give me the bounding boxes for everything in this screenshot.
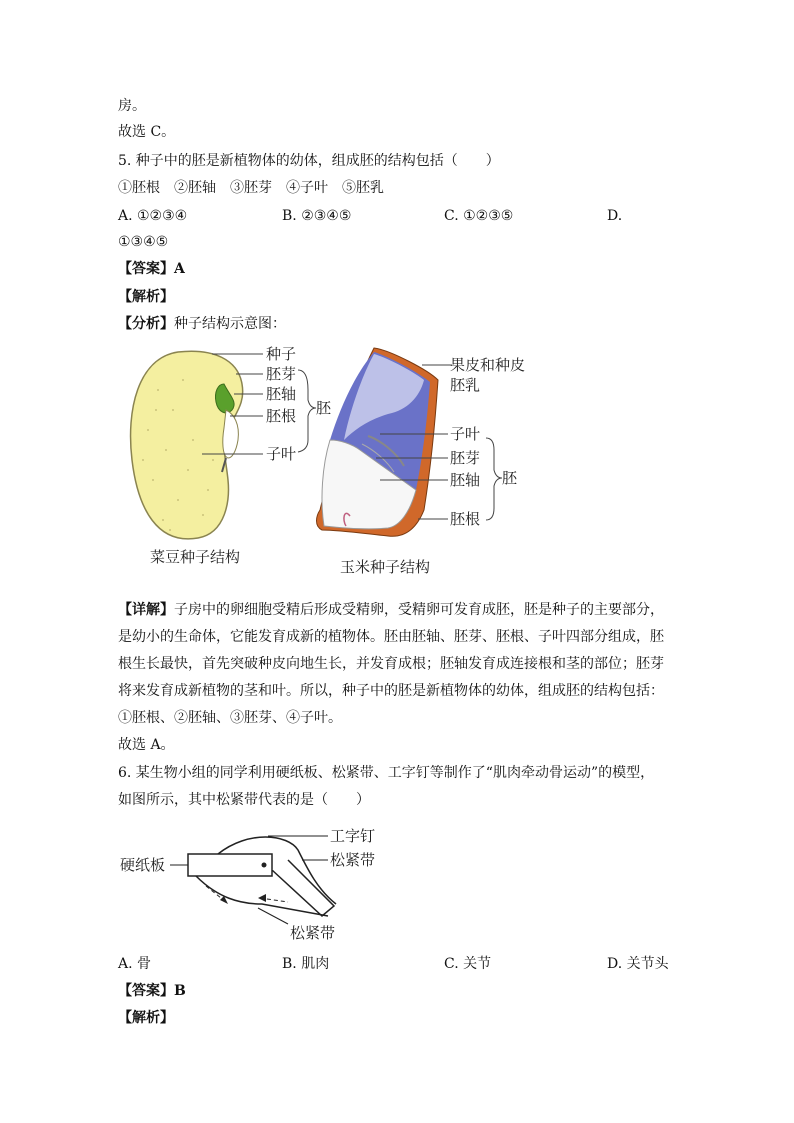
detail-line-1 xyxy=(118,600,664,620)
q5-option-d: D. xyxy=(607,208,623,224)
seed-structure-figure xyxy=(118,340,538,580)
detail-line-3: 根生长最快，首先突破种皮向地生长，并发育成根；胚轴发育成连接根和茎的部位；胚芽 xyxy=(118,656,664,672)
detail-line-2: 是幼小的生命体，它能发育成新的植物体。胚由胚轴、胚芽、胚根、子叶四部分组成，胚 xyxy=(118,629,664,645)
label-corn-hypocotyl: 胚轴 xyxy=(450,471,481,489)
label-embryo: 胚 xyxy=(316,399,332,417)
q6-answer: 【答案】B xyxy=(118,983,186,999)
label-corn-embryo: 胚 xyxy=(502,469,518,487)
detail-line-5: ①胚根、②胚轴、③胚芽、④子叶。 xyxy=(118,710,342,726)
corn-caption: 玉米种子结构 xyxy=(340,558,431,576)
detail-tag: 【详解】 xyxy=(118,602,174,618)
fenxi-tag: 【分析】 xyxy=(118,316,174,332)
label-pin: 工字钉 xyxy=(330,827,376,845)
label-band-bottom: 松紧带 xyxy=(290,924,336,942)
label-board: 硬纸板 xyxy=(120,856,166,874)
label-corn-plumule: 胚芽 xyxy=(450,449,481,467)
label-seed: 种子 xyxy=(266,345,297,363)
detail-line-4: 将来发育成新植物的茎和叶。所以，种子中的胚是新植物体的幼体，组成胚的结构包括： xyxy=(118,683,664,699)
corn-seed-diagram xyxy=(317,348,526,576)
label-radicle: 胚根 xyxy=(266,407,297,425)
q5-option-d-text: ①③④⑤ xyxy=(118,234,169,250)
q5-option-a: A. ①②③④ xyxy=(118,208,188,224)
q5-analysis-heading: 【解析】 xyxy=(118,289,174,305)
muscle-model-figure xyxy=(118,820,398,950)
bean-seed-diagram xyxy=(131,345,332,566)
q5-option-c: C. ①②③⑤ xyxy=(444,208,514,224)
q5-answer: 【答案】A xyxy=(118,261,185,277)
q6-analysis-heading: 【解析】 xyxy=(118,1010,174,1026)
label-corn-cotyledon: 子叶 xyxy=(450,425,481,443)
label-corn-radicle: 胚根 xyxy=(450,510,481,528)
q5-option-b: B. ②③④⑤ xyxy=(282,208,352,224)
fenxi-text: 种子结构示意图： xyxy=(174,316,286,332)
q6-option-c: C. 关节 xyxy=(444,956,492,972)
question-5-stem: 5. 种子中的胚是新植物体的幼体，组成胚的结构包括（ ） xyxy=(118,153,500,169)
bean-caption: 菜豆种子结构 xyxy=(150,548,241,566)
label-hypocotyl: 胚轴 xyxy=(266,385,297,403)
text-line: 房。 xyxy=(118,98,146,114)
q5-choose: 故选 A。 xyxy=(118,737,175,753)
question-6-stem-1: 6. 某生物小组的同学利用硬纸板、松紧带、工字钉等制作了“肌肉牵动骨运动”的模型， xyxy=(118,765,655,781)
label-endosperm: 胚乳 xyxy=(450,376,481,394)
question-6-stem-2: 如图所示，其中松紧带代表的是（ ） xyxy=(118,792,370,808)
detail-text-1: 子房中的卵细胞受精后形成受精卵，受精卵可发育成胚，胚是种子的主要部分， xyxy=(174,602,664,618)
label-pericarp: 果皮和种皮 xyxy=(450,356,526,374)
label-cotyledon: 子叶 xyxy=(266,445,297,463)
q6-option-a: A. 骨 xyxy=(118,956,152,972)
q5-fenxi xyxy=(118,314,286,334)
text-line: 故选 C。 xyxy=(118,124,176,140)
label-band-top: 松紧带 xyxy=(330,851,376,869)
label-plumule: 胚芽 xyxy=(266,365,297,383)
q6-option-b: B. 肌肉 xyxy=(282,956,330,972)
question-5-items: ①胚根 ②胚轴 ③胚芽 ④子叶 ⑤胚乳 xyxy=(118,180,384,196)
q6-option-d: D. 关节头 xyxy=(607,956,669,972)
